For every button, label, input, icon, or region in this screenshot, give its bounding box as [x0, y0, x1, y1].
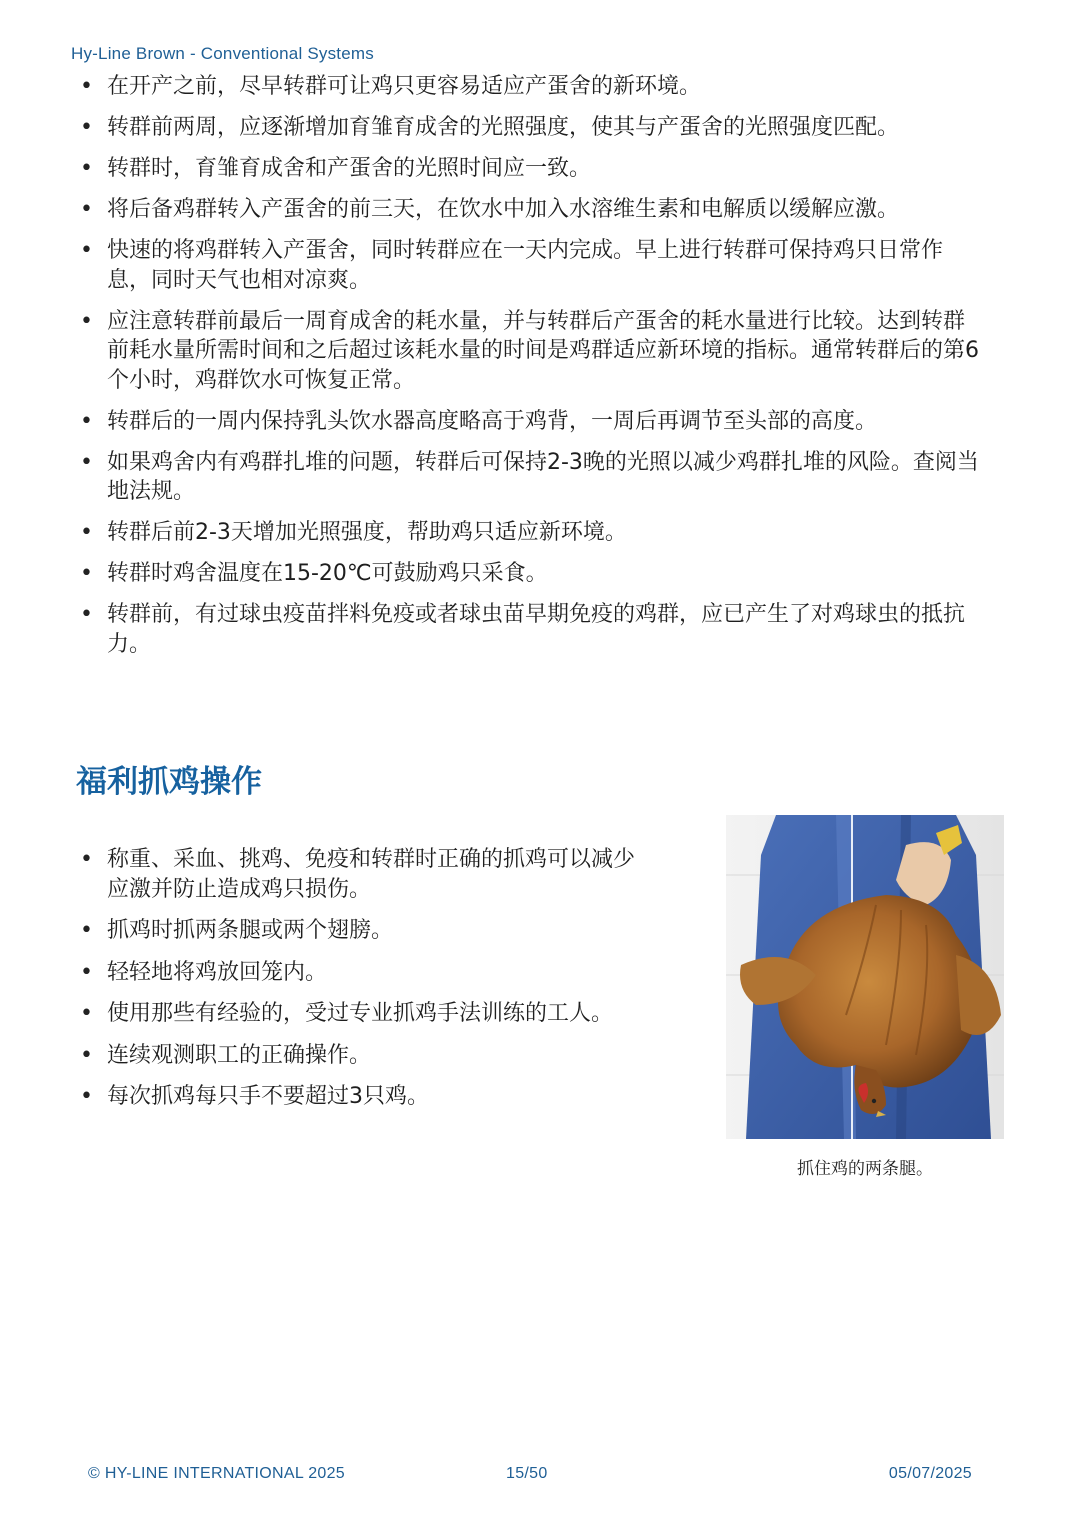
footer-date: 05/07/2025 [888, 1465, 972, 1482]
list-item: • 轻轻地将鸡放回笼内。 [80, 958, 650, 988]
welfare-bullet-list [80, 845, 650, 1124]
list-item: • 如果鸡舍内有鸡群扎堆的问题，转群后可保持2-3晚的光照以减少鸡群扎堆的风险。查阅当地法规。 [80, 448, 980, 507]
photo-caption: 抓住鸡的两条腿。 [797, 1159, 933, 1179]
list-item: • 使用那些有经验的，受过专业抓鸡手法训练的工人。 [80, 999, 650, 1029]
section-title: 福利抓鸡操作 [76, 764, 262, 800]
list-item: • 应注意转群前最后一周育成舍的耗水量，并与转群后产蛋舍的耗水量进行比较。达到转群前耗水量所需时间和之后超过该耗水量的时间是鸡群适应新环境的指标。通常转群后的第6个小时，鸡群饮水可恢复正常。 [80, 307, 980, 396]
list-item: • 转群时鸡舍温度在15-20℃可鼓励鸡只采食。 [80, 559, 980, 589]
list-item: • 称重、采血、挑鸡、免疫和转群时正确的抓鸡可以减少应激并防止造成鸡只损伤。 [80, 845, 650, 904]
transfer-bullet-list [80, 72, 980, 671]
running-header: Hy-Line Brown - Conventional Systems [71, 44, 374, 63]
list-item: • 转群后前2-3天增加光照强度，帮助鸡只适应新环境。 [80, 518, 980, 548]
list-item: • 转群前两周，应逐渐增加育雏育成舍的光照强度，使其与产蛋舍的光照强度匹配。 [80, 113, 980, 143]
footer-page-number: 15/50 [506, 1465, 548, 1482]
footer-copyright: © HY-LINE INTERNATIONAL 2025 [88, 1465, 346, 1482]
list-item: • 快速的将鸡群转入产蛋舍，同时转群应在一天内完成。早上进行转群可保持鸡只日常作息，同时天气也相对凉爽。 [80, 236, 980, 295]
chicken-handling-photo [726, 815, 1004, 1139]
list-item: • 每次抓鸡每只手不要超过3只鸡。 [80, 1082, 650, 1112]
list-item: • 转群时，育雏育成舍和产蛋舍的光照时间应一致。 [80, 154, 980, 184]
list-item: • 抓鸡时抓两条腿或两个翅膀。 [80, 916, 650, 946]
list-item: • 在开产之前，尽早转群可让鸡只更容易适应产蛋舍的新环境。 [80, 72, 980, 102]
list-item: • 转群前，有过球虫疫苗拌料免疫或者球虫苗早期免疫的鸡群，应已产生了对鸡球虫的抵抗力。 [80, 600, 980, 659]
list-item: • 将后备鸡群转入产蛋舍的前三天，在饮水中加入水溶维生素和电解质以缓解应激。 [80, 195, 980, 225]
list-item: • 连续观测职工的正确操作。 [80, 1041, 650, 1071]
list-item: • 转群后的一周内保持乳头饮水器高度略高于鸡背，一周后再调节至头部的高度。 [80, 407, 980, 437]
